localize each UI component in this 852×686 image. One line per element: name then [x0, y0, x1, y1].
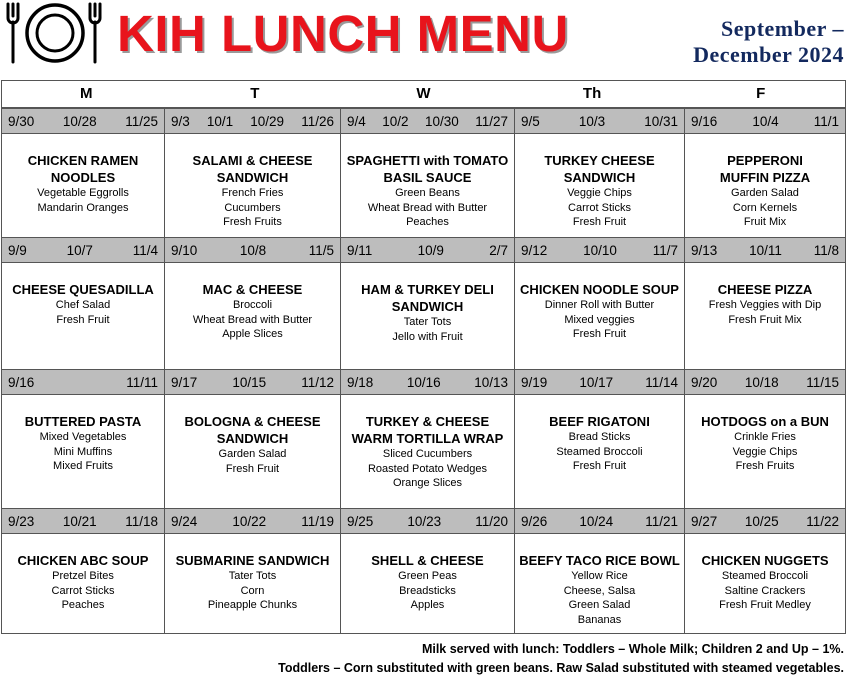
meal-cell — [165, 263, 341, 369]
date-cell — [515, 109, 685, 133]
main-dish: CHICKEN NOODLE SOUP — [520, 282, 679, 297]
date-cell — [515, 370, 685, 394]
serving-date: 9/13 — [691, 242, 718, 258]
main-dish: TURKEY & CHEESE — [365, 414, 490, 429]
date-cell — [341, 238, 515, 262]
meal-cell — [685, 263, 845, 369]
meal-cell — [685, 395, 845, 508]
serving-date: 9/23 — [8, 513, 35, 529]
serving-date: 10/28 — [62, 113, 97, 129]
date-cell — [2, 370, 165, 394]
meal-cell — [685, 534, 845, 633]
side-item: Corn Kernels — [732, 201, 798, 214]
serving-date: 2/7 — [489, 242, 508, 258]
serving-date: 11/8 — [813, 242, 839, 258]
main-dish: BUTTERED PASTA — [24, 414, 142, 429]
meal-cell — [2, 263, 165, 369]
main-dish: NOODLES — [50, 170, 116, 185]
meal-row — [2, 534, 845, 633]
main-dish: CHICKEN ABC SOUP — [17, 553, 149, 568]
page-title: KIH LUNCH MENU — [117, 5, 569, 62]
side-item: Green Peas — [398, 570, 457, 582]
serving-date: 9/16 — [8, 374, 35, 390]
date-row — [2, 237, 845, 263]
main-dish: SANDWICH — [563, 170, 636, 185]
side-item: Fresh Fruit Medley — [719, 599, 811, 611]
side-item: Saltine Crackers — [724, 584, 806, 597]
meal-cell — [341, 534, 515, 633]
side-item: Sliced Cucumbers — [382, 448, 473, 460]
serving-date: 9/19 — [521, 374, 548, 390]
serving-date: 11/19 — [301, 513, 334, 529]
serving-date: 10/8 — [239, 242, 267, 258]
side-item: Roasted Potato Wedges — [367, 462, 488, 475]
meal-cell — [165, 534, 341, 633]
serving-date: 11/25 — [125, 113, 158, 129]
meal-cell — [165, 395, 341, 508]
serving-date: 9/20 — [691, 374, 718, 390]
meal-row — [2, 395, 845, 508]
side-item: Wheat Bread with Butter — [367, 201, 488, 214]
main-dish: BEEFY TACO RICE BOWL — [519, 553, 680, 568]
side-item: Fresh Fruit — [56, 313, 110, 326]
side-item: Tater Tots — [403, 316, 452, 328]
serving-date: 10/31 — [644, 113, 678, 129]
main-dish: TURKEY CHEESE — [544, 153, 655, 168]
milk-note: Milk served with lunch: Toddlers – Whole Milk; Children 2 and Up – 1%. — [421, 642, 844, 656]
substitution-note: Toddlers – Corn substituted with green beans. Raw Salad substituted with steamed vegetables. — [278, 661, 844, 675]
meal-cell — [2, 534, 165, 633]
side-item: Garden Salad — [731, 187, 799, 199]
main-dish: SPAGHETTI with TOMATO — [346, 153, 509, 168]
serving-date: 9/12 — [521, 242, 548, 258]
side-item: Carrot Sticks — [51, 584, 115, 597]
side-item: Corn — [240, 584, 265, 597]
serving-date: 9/27 — [691, 513, 718, 529]
date-range — [693, 16, 844, 68]
serving-date: 11/11 — [126, 374, 158, 390]
side-item: Veggie Chips — [732, 445, 798, 458]
serving-date: 9/30 — [8, 113, 35, 129]
serving-date: 10/1 — [206, 113, 234, 129]
serving-date: 10/25 — [744, 513, 779, 529]
serving-date: 9/25 — [347, 513, 374, 529]
side-item: Jello with Fruit — [392, 330, 463, 343]
meal-row — [2, 263, 845, 369]
serving-date: 11/27 — [475, 113, 508, 129]
date-cell — [341, 370, 515, 394]
side-item: Mandarin Oranges — [37, 201, 129, 214]
serving-date: 11/22 — [806, 513, 839, 529]
meal-cell — [515, 134, 685, 237]
main-dish: BOLOGNA & CHEESE — [184, 414, 321, 429]
side-item: Fresh Fruit — [572, 216, 627, 228]
side-item: Fruit Mix — [743, 216, 787, 228]
serving-date: 9/5 — [521, 113, 540, 129]
side-item: Fresh Fruit — [572, 460, 627, 472]
serving-date: 10/9 — [417, 242, 444, 258]
main-dish: PEPPERONI — [727, 153, 803, 168]
main-dish: BASIL SAUCE — [383, 170, 472, 185]
main-dish: BEEF RIGATONI — [549, 414, 650, 429]
date-cell — [341, 509, 515, 533]
side-item: Pineapple Chunks — [207, 599, 298, 611]
date-cell — [685, 109, 845, 133]
side-item: Fresh Fruits — [735, 460, 795, 472]
serving-date: 11/7 — [652, 242, 678, 258]
date-cell — [515, 509, 685, 533]
main-dish: MAC & CHEESE — [202, 282, 303, 297]
date-range-line1: September – — [720, 16, 844, 41]
side-item: Cucumbers — [224, 201, 281, 214]
date-cell — [2, 509, 165, 533]
main-dish: SHELL & CHEESE — [371, 553, 484, 568]
side-item: Fresh Fruit — [572, 328, 627, 340]
serving-date: 11/5 — [308, 242, 334, 258]
serving-date: 10/29 — [250, 113, 285, 129]
serving-date: 11/26 — [301, 113, 334, 129]
main-dish: WARM TORTILLA WRAP — [351, 431, 504, 446]
side-item: Green Beans — [395, 187, 460, 199]
main-dish: CHICKEN NUGGETS — [701, 553, 829, 568]
date-cell — [685, 238, 845, 262]
side-item: Cheese, Salsa — [563, 584, 636, 597]
side-item: Mixed Vegetables — [39, 431, 127, 443]
serving-date: 9/3 — [171, 113, 190, 129]
side-item: Bananas — [577, 613, 622, 626]
serving-date: 10/11 — [749, 242, 782, 258]
serving-date: 11/12 — [301, 374, 334, 390]
serving-date: 10/21 — [62, 513, 97, 529]
menu-grid — [1, 108, 846, 634]
side-item: Mini Muffins — [53, 445, 113, 458]
side-item: Steamed Broccoli — [721, 570, 809, 582]
serving-date: 10/10 — [583, 242, 617, 258]
serving-date: 11/1 — [813, 113, 839, 129]
side-item: Peaches — [406, 216, 449, 228]
meal-cell — [2, 395, 165, 508]
serving-date: 11/20 — [475, 513, 508, 529]
side-item: Orange Slices — [392, 477, 463, 489]
side-item: Steamed Broccoli — [556, 445, 643, 458]
footer-notes — [278, 640, 844, 678]
meal-cell — [165, 134, 341, 237]
side-item: Tater Tots — [228, 570, 277, 582]
meal-cell — [685, 134, 845, 237]
day-header: W — [416, 85, 431, 102]
main-dish: SALAMI & CHEESE — [192, 153, 313, 168]
serving-date: 10/16 — [406, 374, 441, 390]
side-item: Chef Salad — [55, 299, 111, 311]
serving-date: 9/17 — [171, 374, 198, 390]
serving-date: 9/11 — [347, 242, 373, 258]
serving-date: 11/4 — [132, 242, 158, 258]
side-item: Fresh Fruit — [225, 462, 280, 475]
side-item: Vegetable Eggrolls — [37, 187, 129, 199]
date-cell — [515, 238, 685, 262]
side-item: Pretzel Bites — [52, 570, 114, 582]
serving-date: 10/17 — [579, 374, 614, 390]
serving-date: 10/3 — [578, 113, 606, 129]
meal-cell — [341, 395, 515, 508]
meal-cell — [2, 134, 165, 237]
side-item: Yellow Rice — [571, 570, 628, 582]
date-cell — [165, 238, 341, 262]
date-cell — [165, 370, 341, 394]
date-cell — [165, 109, 341, 133]
date-cell — [685, 509, 845, 533]
serving-date: 10/2 — [382, 113, 409, 129]
side-item: Apple Slices — [222, 328, 283, 340]
side-item: Mixed veggies — [564, 313, 635, 326]
side-item: French Fries — [221, 187, 284, 199]
serving-date: 10/13 — [474, 374, 508, 390]
side-item: Wheat Bread with Butter — [192, 313, 313, 326]
side-item: Crinkle Fries — [734, 431, 796, 443]
serving-date: 11/21 — [645, 513, 678, 529]
date-row — [2, 369, 845, 395]
side-item: Apples — [410, 599, 445, 611]
date-cell — [341, 109, 515, 133]
main-dish: HOTDOGS on a BUN — [701, 414, 829, 429]
plate-cutlery-icon — [2, 0, 110, 68]
meal-cell — [341, 134, 515, 237]
side-item: Breadsticks — [399, 584, 456, 597]
side-item: Broccoli — [232, 299, 273, 311]
serving-date: 9/18 — [347, 374, 374, 390]
date-cell — [2, 109, 165, 133]
main-dish: SANDWICH — [216, 431, 289, 446]
meal-cell — [341, 263, 515, 369]
serving-date: 9/16 — [691, 113, 718, 129]
side-item: Carrot Sticks — [568, 201, 631, 214]
side-item: Dinner Roll with Butter — [544, 299, 655, 311]
serving-date: 10/18 — [744, 374, 779, 390]
date-row — [2, 108, 845, 134]
date-row — [2, 508, 845, 534]
serving-date: 10/22 — [232, 513, 267, 529]
meal-cell — [515, 534, 685, 633]
date-cell — [685, 370, 845, 394]
serving-date: 10/7 — [66, 242, 93, 258]
side-item: Peaches — [61, 599, 105, 611]
main-dish: CHEESE PIZZA — [717, 282, 813, 297]
serving-date: 9/24 — [171, 513, 198, 529]
day-header: F — [756, 85, 766, 102]
serving-date: 9/26 — [521, 513, 548, 529]
day-header: T — [250, 85, 260, 102]
date-cell — [2, 238, 165, 262]
serving-date: 10/4 — [752, 113, 779, 129]
side-item: Green Salad — [568, 599, 631, 611]
side-item: Mixed Fruits — [53, 460, 113, 472]
serving-date: 9/4 — [347, 113, 366, 129]
day-header: Th — [582, 85, 602, 102]
serving-date: 10/24 — [579, 513, 614, 529]
main-dish: MUFFIN PIZZA — [719, 170, 811, 185]
main-dish: HAM & TURKEY DELI — [361, 282, 494, 297]
serving-date: 10/23 — [407, 513, 442, 529]
date-cell — [165, 509, 341, 533]
serving-date: 11/18 — [125, 513, 158, 529]
main-dish: SANDWICH — [216, 170, 289, 185]
serving-date: 11/14 — [645, 374, 678, 390]
meal-row — [2, 134, 845, 237]
date-range-line2: December 2024 — [693, 42, 844, 67]
serving-date: 9/9 — [8, 242, 27, 258]
main-dish: SANDWICH — [391, 299, 464, 314]
side-item: Bread Sticks — [568, 431, 631, 443]
serving-date: 10/30 — [424, 113, 459, 129]
day-header-row — [1, 80, 846, 108]
grid-bottom-border — [2, 633, 845, 634]
main-dish: CHEESE QUESADILLA — [12, 282, 154, 297]
side-item: Fresh Fruits — [223, 216, 282, 228]
serving-date: 9/10 — [171, 242, 198, 258]
main-dish: SUBMARINE SANDWICH — [175, 553, 330, 568]
main-dish: CHICKEN RAMEN — [27, 153, 139, 168]
serving-date: 10/15 — [232, 374, 267, 390]
side-item: Garden Salad — [218, 448, 287, 460]
side-item: Veggie Chips — [567, 187, 632, 199]
day-header: M — [80, 85, 93, 102]
side-item: Fresh Fruit Mix — [728, 313, 802, 326]
serving-date: 11/15 — [806, 374, 839, 390]
meal-cell — [515, 263, 685, 369]
meal-cell — [515, 395, 685, 508]
side-item: Fresh Veggies with Dip — [708, 299, 822, 311]
